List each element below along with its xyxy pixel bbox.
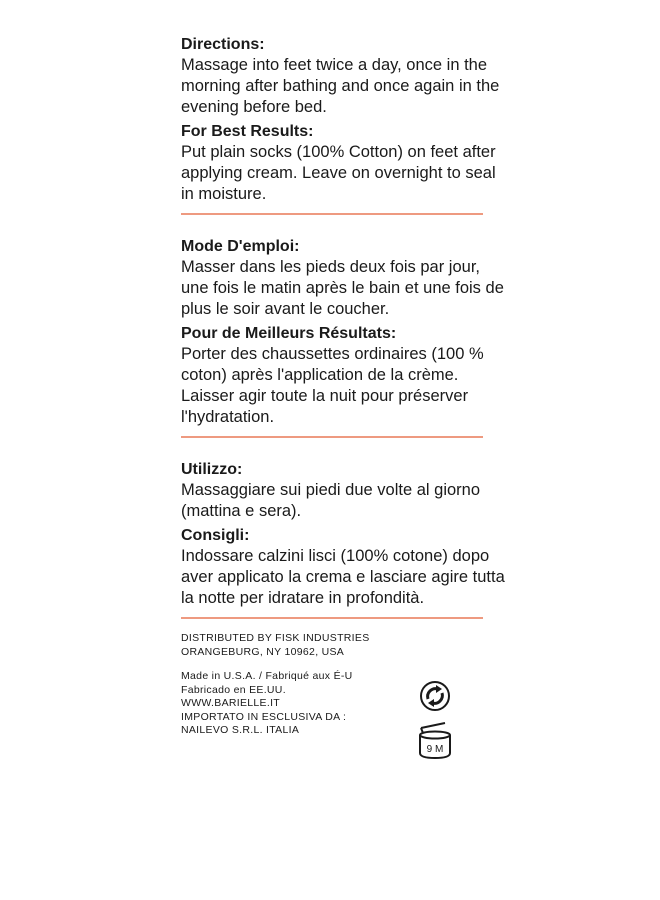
distributor-block — [181, 632, 511, 659]
recycle-icon — [418, 679, 452, 713]
distributor-line-2: ORANGEBURG, NY 10962, USA — [181, 645, 345, 658]
directions-text: Massage into feet twice a day, once in the morning after bathing and once again in the evening before bed. — [181, 56, 500, 116]
website: WWW.BARIELLE.IT — [181, 697, 281, 709]
best-results-text: Put plain socks (100% Cotton) on feet after applying cream. Leave on overnight to seal in moisture. — [181, 143, 496, 203]
importer-line-2: NAILEVO S.R.L. ITALIA — [181, 724, 300, 736]
consigli-text: Indossare calzini lisci (100% cotone) dopo aver applicato la crema e lasciare agire tutta la notte per idratare in profondità. — [181, 547, 505, 607]
pao-label: 9 M — [426, 744, 444, 755]
utilizzo-text: Massaggiare sui piedi due volte al giorno (mattina e sera). — [181, 481, 481, 520]
importer-line-1: IMPORTATO IN ESCLUSIVA DA : — [181, 710, 347, 723]
divider-2 — [181, 436, 483, 438]
period-after-opening-icon — [415, 719, 455, 763]
divider-3 — [181, 617, 483, 619]
mode-emploi-text: Masser dans les pieds deux fois par jour, une fois le matin après le bain et une fois de plus le soir avant le coucher. — [181, 258, 504, 318]
french-section — [181, 237, 511, 428]
origin-line-1: Made in U.S.A. / Fabriqué aux É-U — [181, 670, 353, 682]
label-icons — [415, 679, 455, 763]
label-footer — [181, 632, 511, 755]
meilleurs-resultats-text: Porter des chaussettes ordinaires (100 % coton) après l'application de la crème. Laisser agir toute la nuit pour préserver l'hydratation. — [181, 345, 484, 426]
meilleurs-resultats-heading: Pour de Meilleurs Résultats: — [181, 325, 397, 342]
utilizzo-heading: Utilizzo: — [181, 461, 243, 478]
distributor-line-1: DISTRIBUTED BY FISK INDUSTRIES — [181, 632, 370, 644]
italian-section — [181, 460, 511, 609]
english-section — [181, 35, 511, 205]
mode-emploi-heading: Mode D'emploi: — [181, 238, 300, 255]
consigli-heading: Consigli: — [181, 527, 250, 544]
origin-block — [181, 670, 511, 738]
product-label — [181, 35, 511, 755]
directions-heading: Directions: — [181, 36, 265, 53]
divider-1 — [181, 213, 483, 215]
best-results-heading: For Best Results: — [181, 123, 314, 140]
origin-line-2: Fabricado en EE.UU. — [181, 683, 286, 696]
